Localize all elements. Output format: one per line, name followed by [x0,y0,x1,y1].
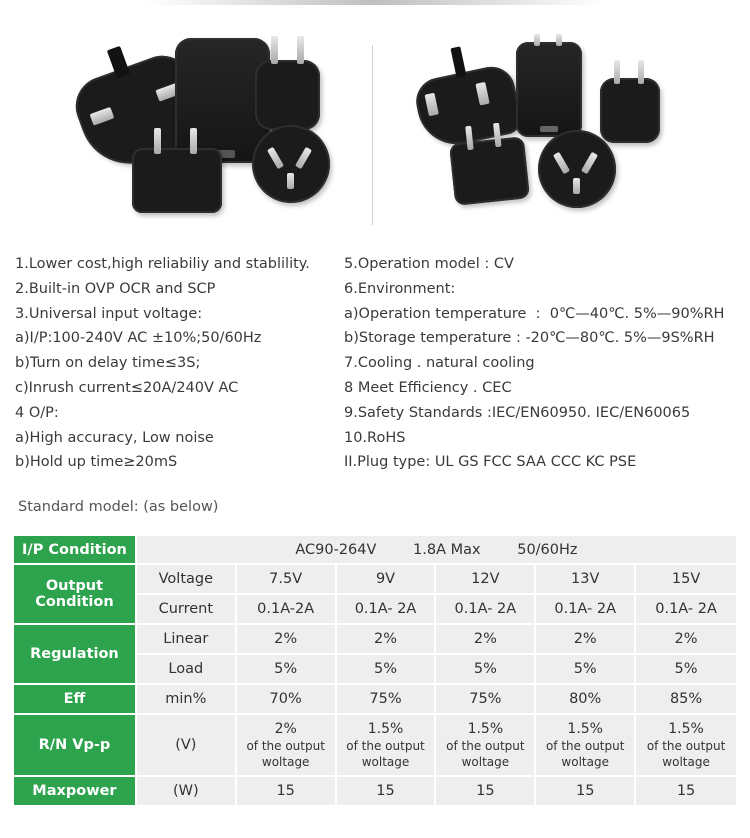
us-plug-adapter [449,136,530,206]
table-row [14,564,737,594]
table-cell: 5% [336,654,436,684]
au-plug-adapter [252,125,330,203]
feature-item: a)Operation temperature : 0℃—40℃. 5%—90%RH [344,305,725,322]
table-row [14,536,737,564]
table-cell [435,714,535,776]
feature-item: II.Plug type: UL GS FCC SAA CCC KC PSE [344,454,637,471]
table-cell: 15 [435,776,535,806]
table-cell: 15 [535,776,635,806]
feature-item: 6.Environment: [344,280,456,297]
rn-note: of the output woltage [446,738,525,769]
rn-value: 1.5% [467,720,504,737]
feature-item: b)Turn on delay time≤3S; [15,355,201,372]
table-cell: 12V [435,564,535,594]
table-cell: 5% [435,654,535,684]
table-row [14,684,737,714]
table-cell: 0.1A- 2A [635,594,737,624]
current-label: Current [136,594,236,624]
voltage-label: Voltage [136,564,236,594]
table-cell: 7.5V [236,564,336,594]
standard-model-label: Standard model: (as below) [18,499,219,515]
top-shadow-line [145,0,605,5]
au-plug-adapter [538,130,616,208]
eff-header: Eff [14,684,136,714]
table-cell [336,714,436,776]
table-cell: 5% [635,654,737,684]
eff-unit: min% [136,684,236,714]
features-list-left [15,252,345,475]
rn-value: 2% [274,720,297,737]
feature-item: 2.Built-in OVP OCR and SCP [15,280,216,297]
feature-item: b)Hold up time≥20mS [15,454,178,471]
rn-note: of the output woltage [346,738,425,769]
adapter-body [516,42,582,137]
feature-item: 4 O/P: [15,404,59,421]
rn-note: of the output woltage [246,738,325,769]
feature-item: 5.Operation model : CV [344,256,514,272]
table-cell: 9V [336,564,436,594]
spec-table [14,536,738,807]
table-cell: 2% [635,624,737,654]
table-cell: 15 [236,776,336,806]
maxpower-unit: (W) [136,776,236,806]
table-cell: 0.1A- 2A [535,594,635,624]
feature-item: 8 Meet Efficiency . CEC [344,379,512,396]
rn-note: of the output woltage [646,738,726,769]
feature-item: b)Storage temperature : -20℃—80℃. 5%—9S%RH [344,330,715,347]
linear-label: Linear [136,624,236,654]
table-cell: 0.1A- 2A [336,594,436,624]
table-row [14,776,737,806]
ip-condition-value [136,536,737,564]
rn-value: 1.5% [367,720,404,737]
product-photo-right [390,10,730,225]
table-cell: 2% [435,624,535,654]
table-cell: 80% [535,684,635,714]
table-cell: 70% [236,684,336,714]
table-cell: 75% [435,684,535,714]
table-cell: 13V [535,564,635,594]
maxpower-header: Maxpower [14,776,136,806]
rn-value: 1.5% [668,720,704,737]
rn-value: 1.5% [567,720,603,737]
output-condition-header: Output Condition [14,564,136,624]
photo-divider [372,45,373,225]
table-cell: 15V [635,564,737,594]
table-cell: 75% [336,684,436,714]
table-row [14,714,737,776]
feature-item: 7.Cooling . natural cooling [344,355,535,372]
table-cell [635,714,737,776]
us-plug-adapter [132,148,222,213]
ip-frequency: 50/60Hz [517,541,578,558]
table-cell: 5% [236,654,336,684]
load-label: Load [136,654,236,684]
feature-item: c)Inrush current≤20A/240V AC [15,379,239,396]
feature-item: 3.Universal input voltage: [15,305,203,322]
table-cell: 2% [535,624,635,654]
eu-plug-adapter [255,60,320,130]
table-cell: 5% [535,654,635,684]
table-cell: 15 [336,776,436,806]
ip-current: 1.8A Max [413,541,481,558]
ip-voltage: AC90-264V [295,541,377,558]
regulation-header: Regulation [14,624,136,684]
table-cell: 15 [635,776,737,806]
table-cell: 2% [236,624,336,654]
eu-plug-adapter [600,78,660,143]
rn-note: of the output woltage [545,738,625,769]
rn-header: R/N Vp-p [14,714,136,776]
table-cell: 0.1A-2A [236,594,336,624]
table-cell: 0.1A- 2A [435,594,535,624]
features-list-right [344,252,749,475]
table-cell [535,714,635,776]
ip-condition-header: I/P Condition [14,536,136,564]
feature-item: a)I/P:100-240V AC ±10%;50/60Hz [15,330,262,347]
table-row [14,624,737,654]
table-cell: 85% [635,684,737,714]
feature-item: 1.Lower cost,high reliabiliy and stablility. [15,256,310,272]
feature-item: 9.Safety Standards :IEC/EN60950. IEC/EN60065 [344,404,691,421]
product-photo-left [30,10,370,225]
rn-unit: (V) [136,714,236,776]
table-cell: 2% [336,624,436,654]
feature-item: a)High accuracy, Low noise [15,429,214,446]
feature-item: 10.RoHS [344,429,406,446]
product-photos [0,10,750,230]
table-cell [236,714,336,776]
